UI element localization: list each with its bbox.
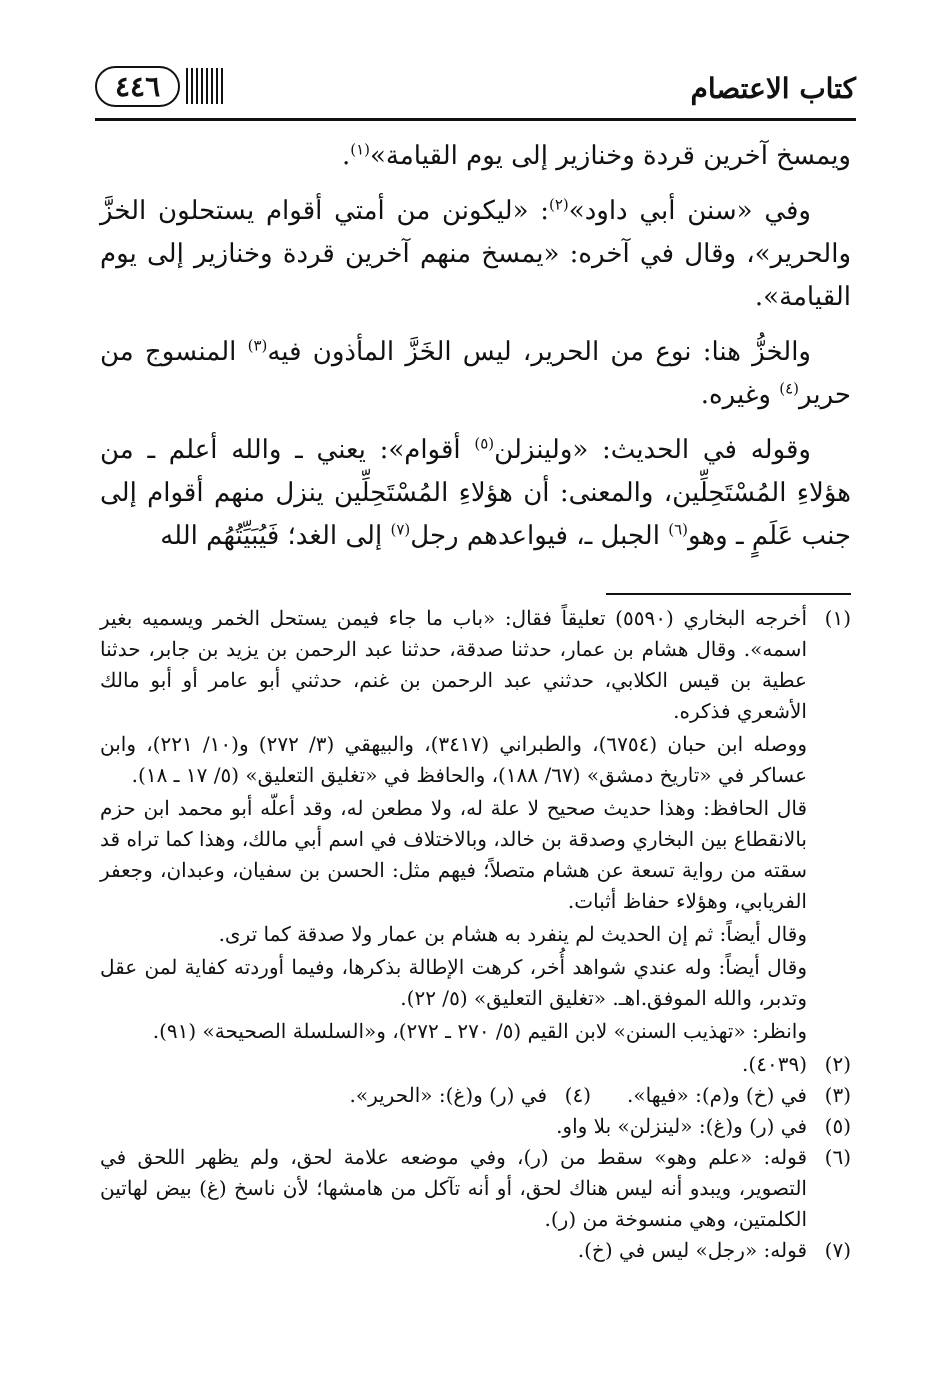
page-header (95, 60, 856, 120)
footnote-ref-3[interactable]: (٣) (247, 336, 268, 355)
footnote-ref-4[interactable]: (٤) (779, 379, 799, 398)
footnote-1-para: وانظر: «تهذيب السنن» لابن القيم (٥/ ٢٧٠ ـ ٢٧٢)، و«السلسلة الصحيحة» (٩١). (152, 1019, 807, 1043)
footnote-body (100, 603, 807, 1049)
footnote-ref-2[interactable]: (٢) (549, 195, 569, 214)
footnote-number: (٥) (824, 1114, 851, 1138)
paragraph-2: وفي «سنن أبي داود»$^{(٢)}$: «ليكونن من أمتي أقوام يستحلون الخزَّ والحرير»، وقال في آخره: «يمسخ منهم آخرين قردة وخنازير إلى يوم القيامة». (100, 195, 851, 312)
paragraph-4: وقوله في الحديث: «ولينزلن$^{(٥)}$ أقوام»: يعني ـ والله أعلم ـ من هؤلاءِ المُسْتَحِلِّين، والمعنى: أن هؤلاءِ المُسْتَحِلِّين ينزل منهم أقوام إلى جنب عَلَمٍ ـ وهو$^{(٦)}$ الجبل ـ، فيواعدهم رجل$^{(٧)}$ إلى الغد؛ فَيُبَيِّتُهُم الله (100, 434, 851, 551)
footnote-ref-6[interactable]: (٦) (668, 520, 689, 539)
footnote-number: (٦) (824, 1145, 851, 1169)
footnote-number: (٣) (824, 1083, 851, 1107)
footnote-1-para: ووصله ابن حبان (٦٧٥٤)، والطبراني (٣٤١٧)، والبيهقي (٣/ ٢٧٢) و(١٠/ ٢٢١)، وابن عساكر في «تاريخ دمشق» (٦٧/ ١٨٨)، والحافظ في «تغليق التعليق» (٥/ ١٧ ـ ١٨). (100, 732, 807, 787)
book-title: كتاب الاعتصام (690, 72, 856, 105)
footnote-7 (100, 1235, 851, 1266)
footnote-number: (٧) (824, 1238, 851, 1262)
main-text (100, 135, 851, 570)
footnote-1-para: وقال أيضاً: وله عندي شواهد أُخر، كرهت الإطالة بذكرها، وفيما أوردته كفاية لمن عقل وتدبر، والله الموفق.اهـ. «تغليق التعليق» (٥/ ٢٢). (100, 955, 807, 1010)
paragraph-3: والخزُّ هنا: نوع من الحرير، ليس الخَزَّ المأذون فيه$^{(٣)}$ المنسوج من حرير$^{(٤)}$ وغيره. (100, 336, 851, 410)
footnote-ref-1[interactable]: (١) (350, 140, 370, 159)
footnote-body: في (خ) و(م): «فيها». (627, 1083, 807, 1107)
footnote-1-para: أخرجه البخاري (٥٥٩٠) تعليقاً فقال: «باب ما جاء فيمن يستحل الخمر ويسميه بغير اسمه». وقال هشام بن عمار، حدثنا صدقة، حدثنا عبد الرحمن بن يزيد بن جابر، حدثنا عطية بن قيس الكلابي، حدثني عبد الرحمن بن غنم، حدثني أبو عامر أو أبو مالك الأشعري فذكره. (100, 606, 808, 723)
footnote-body: في (ر) و(غ): «الحرير». (349, 1083, 547, 1107)
decorative-bars-icon (186, 66, 223, 106)
footnote-number: (١) (824, 606, 851, 630)
footnote-body: (٤٠٣٩). (742, 1052, 807, 1076)
page-number: ٤٤٦ (95, 66, 180, 107)
footnote-2 (100, 1049, 851, 1080)
footnotes (100, 603, 851, 1266)
footnote-6 (100, 1142, 851, 1235)
footnote-1 (100, 603, 851, 1049)
footnote-1-para: وقال أيضاً: ثم إن الحديث لم ينفرد به هشام بن عمار ولا صدقة كما ترى. (218, 922, 807, 946)
page-number-box (95, 64, 223, 108)
footnote-3 (591, 1080, 851, 1111)
footnote-body: قوله: «علم وهو» سقط من (ر)، وفي موضعه علامة لحق، ولم يظهر اللحق في التصوير، ويبدو أنه ليس هناك لحق، أو أنه تآكل من هامشها؛ لأن ناسخ (غ) بيض لهاتين الكلمتين، وهي منسوخة من (ر). (100, 1145, 807, 1231)
footnote-body: في (ر) و(غ): «لينزلن» بلا واو. (556, 1114, 807, 1138)
footnote-ref-5[interactable]: (٥) (474, 434, 495, 453)
footnote-ref-7[interactable]: (٧) (390, 520, 411, 539)
footnote-number: (٢) (824, 1052, 851, 1076)
footnote-4 (331, 1080, 591, 1111)
footnote-separator (606, 593, 851, 595)
paragraph-1: ويمسخ آخرين قردة وخنازير إلى يوم القيامة»$^{(١)}$. (341, 140, 851, 171)
header-rule (95, 118, 856, 121)
footnote-number: (٤) (564, 1083, 591, 1107)
footnote-5 (100, 1111, 851, 1142)
footnote-pair (100, 1080, 851, 1111)
footnote-body: قوله: «رجل» ليس في (خ). (577, 1238, 807, 1262)
footnote-1-para: قال الحافظ: وهذا حديث صحيح لا علة له، ولا مطعن له، وقد أعلّه أبو محمد ابن حزم بالانقطاع بين البخاري وصدقة بن خالد، وبالاختلاف في اسم أبي مالك، وهذا كما تراه قد سقته من رواية تسعة عن هشام متصلاً؛ فيهم مثل: الحسن بن سفيان، وعبدان، وجعفر الفريابي، وهؤلاء حفاظ أثبات. (100, 796, 807, 913)
